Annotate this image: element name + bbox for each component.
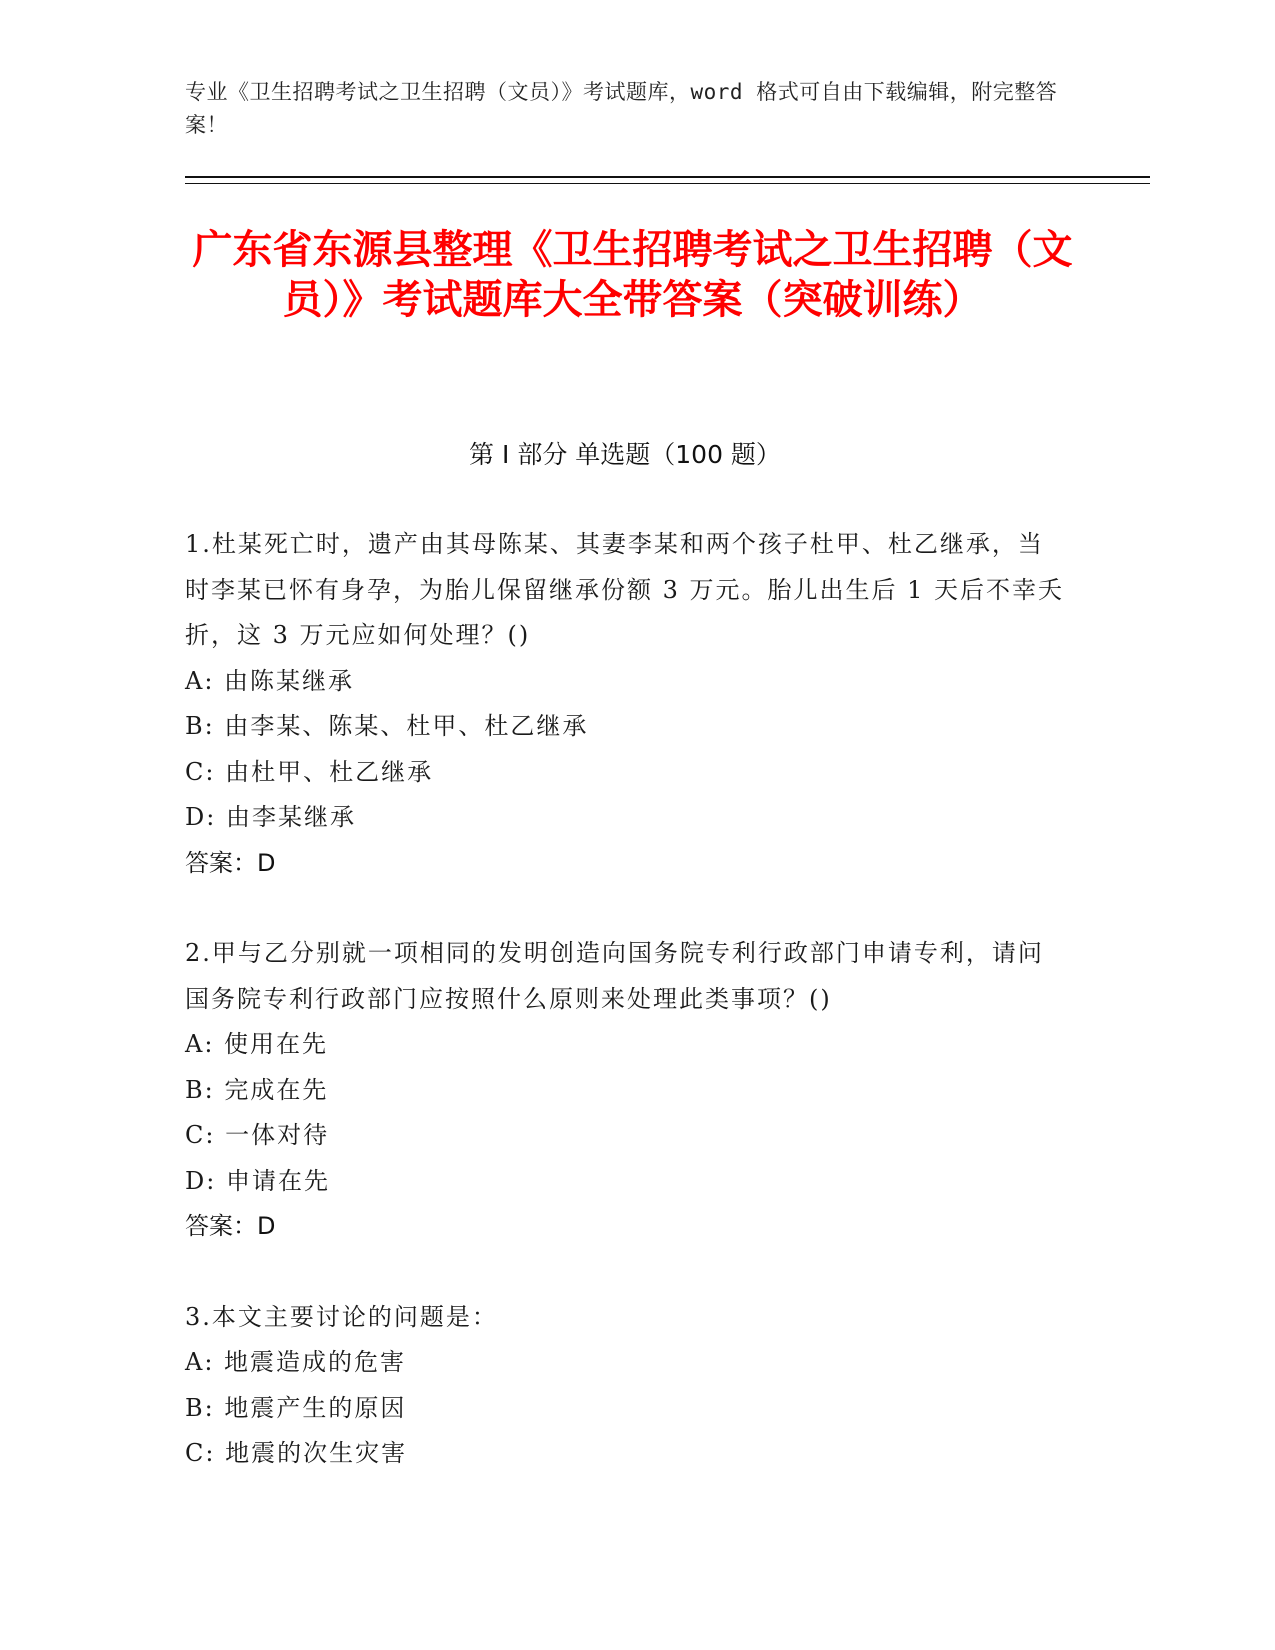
question-3 [185, 1295, 1065, 1477]
header-note: 专业《卫生招聘考试之卫生招聘（文员）》考试题库，word 格式可自由下载编辑，附完整答案！ [185, 80, 1058, 137]
option-d: D: 由李某继承 [185, 803, 356, 831]
option-b: B: 地震产生的原因 [185, 1393, 407, 1422]
option-d: D: 申请在先 [185, 1166, 330, 1195]
section-title: 第 I 部分 单选题（100 题） [469, 440, 781, 469]
option-c: C: 一体对待 [185, 1121, 330, 1149]
question-1 [185, 522, 1065, 886]
option-a: A: 地震造成的危害 [185, 1348, 407, 1376]
question-2 [185, 931, 1065, 1250]
option-b: B: 完成在先 [185, 1075, 329, 1104]
question-stem: 1.杜某死亡时，遗产由其母陈某、其妻李某和两个孩子杜甲、杜乙继承，当时李某已怀有身孕，为胎儿保留继承份额 3 万元。胎儿出生后 1 天后不幸夭折，这 3 万元应如何处理？() [185, 530, 1065, 649]
option-a: A: 使用在先 [185, 1030, 329, 1058]
option-c: C: 由杜甲、杜乙继承 [185, 757, 434, 786]
option-b: B: 由李某、陈某、杜甲、杜乙继承 [185, 712, 589, 740]
question-stem: 2.甲与乙分别就一项相同的发明创造向国务院专利行政部门申请专利，请问国务院专利行政部门应按照什么原则来处理此类事项？() [185, 939, 1044, 1013]
question-stem: 3.本文主要讨论的问题是： [185, 1302, 498, 1331]
header-divider [185, 176, 1150, 178]
question-list [185, 522, 1065, 1522]
header-divider-thin [185, 183, 1150, 184]
document-title: 广东省东源县整理《卫生招聘考试之卫生招聘（文员）》考试题库大全带答案（突破训练） [192, 227, 1073, 323]
option-c: C: 地震的次生灾害 [185, 1439, 408, 1467]
option-a: A: 由陈某继承 [185, 666, 355, 695]
answer: 答案：D [185, 848, 276, 877]
answer: 答案：D [185, 1212, 276, 1240]
